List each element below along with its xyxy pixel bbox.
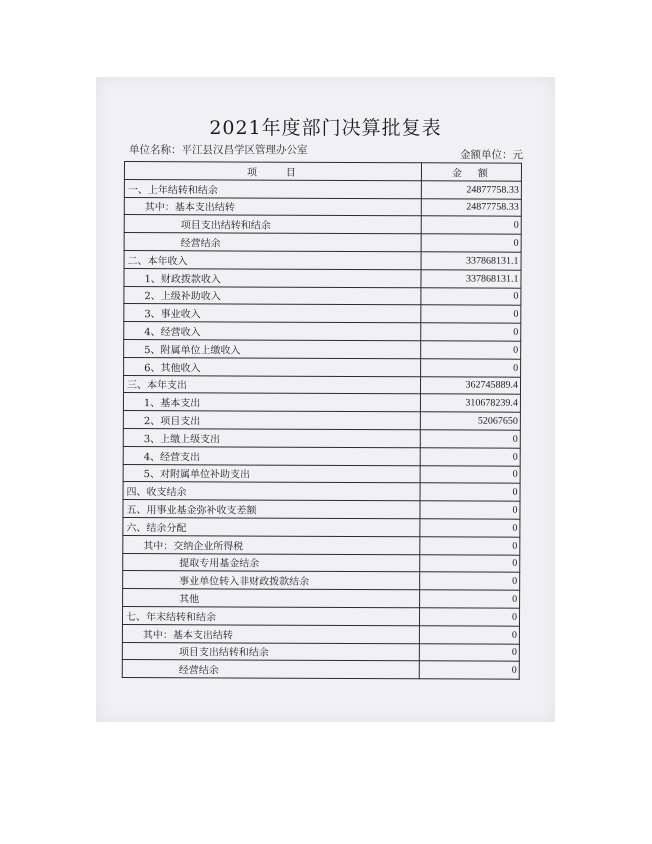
- row-item-label: 其中：基本支出结转: [124, 197, 421, 216]
- row-amount-value: 362745889.4: [420, 376, 520, 394]
- money-unit-label: 金额单位：元: [460, 149, 523, 161]
- table-row: [124, 304, 521, 324]
- row-item-label: 一、上年结转和结余: [124, 179, 421, 198]
- row-amount-value: 0: [420, 483, 520, 501]
- row-item-label: 事业单位转入非财政拨款结余: [123, 571, 420, 590]
- table-row: [124, 322, 521, 342]
- row-item-label: 其中：基本支出结转: [122, 624, 419, 643]
- table-row: [123, 482, 520, 502]
- table-row: [123, 411, 520, 431]
- row-item-label: 2、项目支出: [123, 411, 420, 430]
- table-row: [122, 624, 519, 644]
- row-item-label: 七、年末结转和结余: [122, 606, 419, 625]
- row-item-label: 4、经营收入: [124, 322, 421, 341]
- row-amount-value: 0: [420, 519, 520, 537]
- row-amount-value: 0: [420, 554, 520, 572]
- row-amount-value: 24877758.33: [421, 198, 521, 216]
- row-item-label: 其中：交纳企业所得税: [123, 535, 420, 554]
- row-amount-value: 0: [421, 287, 521, 305]
- header-amount: 金 额: [421, 163, 521, 181]
- row-amount-value: 52067650: [420, 412, 520, 430]
- row-item-label: 其他: [123, 589, 420, 608]
- scanned-page: [96, 77, 555, 722]
- table-row: [124, 215, 521, 235]
- table-row: [124, 357, 521, 377]
- table-row: [123, 553, 520, 573]
- table-row: [122, 660, 519, 680]
- table-row: [124, 268, 521, 288]
- row-item-label: 6、其他收入: [124, 357, 421, 376]
- row-amount-value: 0: [419, 643, 519, 661]
- table-row: [123, 464, 520, 484]
- table-row: [122, 606, 519, 626]
- header-item: 项 目: [124, 162, 421, 181]
- table-row: [123, 571, 520, 591]
- row-amount-value: 0: [420, 572, 520, 590]
- row-item-label: 五、用事业基金弥补收支差额: [123, 500, 420, 519]
- row-item-label: 四、收支结余: [123, 482, 420, 501]
- row-item-label: 经营结余: [124, 233, 421, 252]
- row-item-label: 2、上级补助收入: [124, 286, 421, 305]
- row-amount-value: 0: [419, 626, 519, 644]
- table-row: [124, 286, 521, 306]
- table-row: [123, 446, 520, 466]
- row-amount-value: 0: [420, 430, 520, 448]
- table-row: [123, 535, 520, 555]
- row-amount-value: 0: [420, 501, 520, 519]
- row-amount-value: 0: [421, 323, 521, 341]
- row-amount-value: 0: [420, 537, 520, 555]
- row-item-label: 4、经营支出: [123, 446, 420, 465]
- row-item-label: 3、上缴上级支出: [123, 428, 420, 447]
- row-amount-value: 0: [419, 608, 519, 626]
- row-amount-value: 0: [421, 305, 521, 323]
- row-item-label: 项目支出结转和结余: [124, 215, 421, 234]
- row-amount-value: 0: [421, 359, 521, 377]
- row-amount-value: 0: [421, 234, 521, 252]
- table-row: [123, 393, 520, 413]
- row-item-label: 1、基本支出: [123, 393, 420, 412]
- table-row: [123, 500, 520, 520]
- row-amount-value: 0: [420, 465, 520, 483]
- row-item-label: 六、结余分配: [123, 517, 420, 536]
- row-item-label: 5、对附属单位补助支出: [123, 464, 420, 483]
- row-amount-value: 0: [420, 590, 520, 608]
- row-item-label: 3、事业收入: [124, 304, 421, 323]
- row-amount-value: 337868131.1: [421, 270, 521, 288]
- table-row: [122, 642, 519, 662]
- table-row: [124, 250, 521, 270]
- row-amount-value: 24877758.33: [421, 181, 521, 199]
- table-row: [124, 339, 521, 359]
- table-row: [123, 375, 520, 395]
- table-row: [124, 197, 521, 217]
- row-item-label: 5、附属单位上缴收入: [124, 339, 421, 358]
- unit-name-label: 单位名称：平江县汉昌学区管理办公室: [129, 144, 308, 156]
- table-row: [123, 428, 520, 448]
- row-amount-value: 0: [419, 661, 519, 679]
- table-header-row: [124, 162, 521, 182]
- row-amount-value: 0: [421, 216, 521, 234]
- row-amount-value: 0: [421, 341, 521, 359]
- budget-table: [122, 161, 522, 680]
- row-amount-value: 310678239.4: [420, 394, 520, 412]
- row-amount-value: 337868131.1: [421, 252, 521, 270]
- table-row: [124, 179, 521, 199]
- row-amount-value: 0: [420, 448, 520, 466]
- table-row: [124, 233, 521, 253]
- row-item-label: 经营结余: [122, 660, 419, 679]
- budget-table-wrapper: [122, 161, 521, 680]
- row-item-label: 1、财政拨款收入: [124, 268, 421, 287]
- row-item-label: 提取专用基金结余: [123, 553, 420, 572]
- row-item-label: 二、本年收入: [124, 250, 421, 269]
- document-title: 2021年度部门决算批复表: [209, 117, 442, 139]
- row-item-label: 三、本年支出: [123, 375, 420, 394]
- row-item-label: 项目支出结转和结余: [122, 642, 419, 661]
- table-row: [123, 589, 520, 609]
- table-row: [123, 517, 520, 537]
